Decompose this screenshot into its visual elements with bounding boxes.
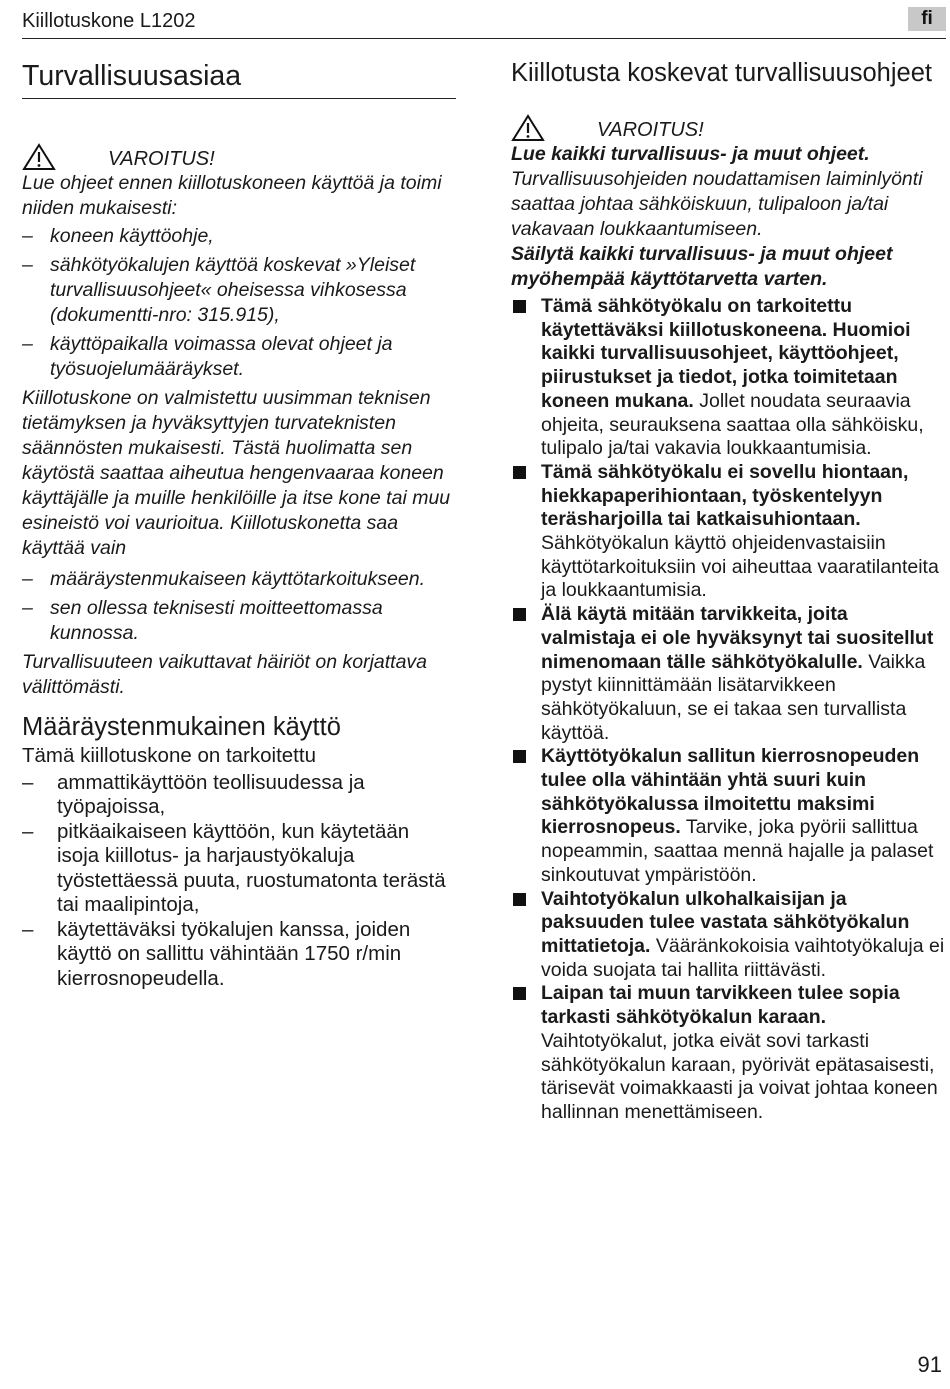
conditions-list [22, 567, 456, 646]
square-bullet-icon [513, 750, 526, 763]
bullet-text: Vaikka pystyt kiinnittämään lisätarvikkeen sähkötyökaluun, se ei takaa sen turvallista käyttöä. [541, 650, 926, 744]
warning-triangle-icon [511, 114, 545, 142]
bullet-bold: Laipan tai muun tarvikkeen tulee sopia tarkasti sähkötyökalun karaan. [541, 982, 900, 1029]
keep-instructions: Säilytä kaikki turvallisuus- ja muut ohjeet myöhempää käyttötarvetta varten. [511, 243, 893, 290]
intro-text: Lue ohjeet ennen kiillotuskoneen käyttöä ja toimi niiden mukaisesti: [22, 172, 442, 219]
uses-list [22, 771, 456, 992]
safety-bullets [511, 295, 946, 1125]
list-item [511, 461, 946, 603]
header-rule [22, 38, 946, 39]
warning-row [22, 137, 456, 171]
list-item [511, 888, 946, 983]
bullet-bold: Tämä sähkötyökalu ei sovellu hiontaan, hiekkapaperihiontaan, työskentelyyn teräsharjoilla tai katkaisuhiontaan. [541, 460, 909, 531]
warning-label: VAROITUS! [108, 148, 215, 170]
warning-row [511, 108, 946, 142]
header-title: Kiillotuskone L1202 [22, 10, 196, 32]
bullet-bold: Älä käytä mitään tarvikkeita, joita valmistaja ei ole hyväksynyt tai suositellut nimenomaan tälle sähkötyökalulle. [541, 603, 934, 673]
bullet-bold: Vaihtotyökalun ulkohalkaisijan ja paksuuden tulee vastata sähkötyökalun mittatietoja. [541, 887, 910, 957]
polishing-safety-title: Kiillotusta koskevat turvallisuusohjeet [511, 59, 932, 87]
list-item: – ammattikäyttöön teollisuudessa ja työpajoissa, [22, 771, 456, 820]
bullet-bold: Tämä sähkötyökalu on tarkoitettu käytettäväksi kiillotuskoneena. Huomioi kaikki turvallisuusohjeet, käyttöohjeet, piirustukset ja tiedot, jotka toimitetaan koneen mukana. [541, 295, 911, 412]
bullet-text: Vaihtotyökalut, jotka eivät sovi tarkasti sähkötyökalun karaan, pyörivät epätasaisesti, tärisevät voimakkaasti ja voivat johtaa koneen hallinnan menettämiseen. [541, 1029, 938, 1123]
list-item [511, 603, 946, 745]
list-item: – sen ollessa teknisesti moitteettomassa kunnossa. [22, 596, 456, 646]
read-instructions: Lue kaikki turvallisuus- ja muut ohjeet. [511, 143, 870, 165]
list-item [511, 295, 946, 461]
list-item: – pitkäaikaiseen käyttöön, kun käytetään isoja kiillotus- ja harjaustyökaluja työstettäessä puuta, ruostumatonta terästä tai maalipintoja, [22, 820, 456, 918]
safety-title: Turvallisuusasiaa [22, 60, 242, 92]
body-paragraph: Kiillotuskone on valmistettu uusimman teknisen tietämyksen ja hyväksyttyjen turvateknisten säännösten mukaisesti. Tästä huolimatta sen käytöstä saattaa aiheutua hengenvaaraa koneen käyttäjälle ja muille henkilöille ja itse kone tai muu esineistö voi vaurioitua. Kiillotuskonetta saa käyttää vain [22, 387, 451, 559]
page-number: 91 [917, 1352, 942, 1377]
square-bullet-icon [513, 987, 526, 1000]
list-item: – käyttöpaikalla voimassa olevat ohjeet ja työsuojelumääräykset. [22, 332, 456, 382]
list-item: – määräystenmukaiseen käyttötarkoitukseen. [22, 567, 456, 592]
list-item: – sähkötyökalujen käyttöä koskevat »Yleiset turvallisuusohjeet« oheisessa vihkosessa (dokumentti-nro: 315.915), [22, 253, 456, 328]
language-badge: fi [908, 7, 946, 31]
bullet-text: Sähkötyökalun käyttö ohjeidenvastaisiin käyttötarkoituksiin voi aiheuttaa vaaratilanteita ja loukkaantumisia. [541, 532, 939, 602]
list-item: – koneen käyttöohje, [22, 224, 456, 249]
bullet-bold: Käyttötyökalun sallitun kierrosnopeuden tulee olla vähintään yhtä suuri kuin sähkötyökalussa ilmoitettu maksimi kierrosnopeus. [541, 745, 920, 839]
title-rule [22, 98, 456, 99]
intended-use-intro: Tämä kiillotuskone on tarkoitettu [22, 744, 316, 767]
docs-list [22, 224, 456, 382]
square-bullet-icon [513, 466, 526, 479]
bullet-text: Tarvike, joka pyörii sallittua nopeammin, saattaa mennä hajalle ja palaset sinkoutuvat ympäristöön. [541, 816, 934, 886]
square-bullet-icon [513, 893, 526, 906]
list-item [511, 982, 946, 1124]
right-column [511, 58, 946, 1125]
warning-triangle-icon [22, 143, 56, 171]
warning-label: VAROITUS! [597, 119, 704, 141]
bullet-text: Jollet noudata seuraavia ohjeita, seurauksena saattaa olla sähköisku, tulipalo ja/tai vakavia loukkaantumisia. [541, 389, 924, 460]
square-bullet-icon [513, 300, 526, 313]
list-item: – käytettäväksi työkalujen kanssa, joiden käyttö on sallittu vähintään 1750 r/min kierrosnopeudella. [22, 918, 456, 992]
bullet-text: Vääränkokoisia vaihtotyökaluja ei voida suojata tai hallita riittävästi. [541, 934, 945, 981]
list-item [511, 745, 946, 887]
neglect-warning: Turvallisuusohjeiden noudattamisen laiminlyönti saattaa johtaa sähköiskuun, tulipaloon ja/tai vakavaan loukkaantumiseen. [511, 168, 923, 240]
square-bullet-icon [513, 608, 526, 621]
left-column [22, 58, 456, 991]
body-paragraph: Turvallisuuteen vaikuttavat häiriöt on korjattava välittömästi. [22, 651, 428, 698]
intended-use-title: Määräystenmukainen käyttö [22, 713, 341, 741]
